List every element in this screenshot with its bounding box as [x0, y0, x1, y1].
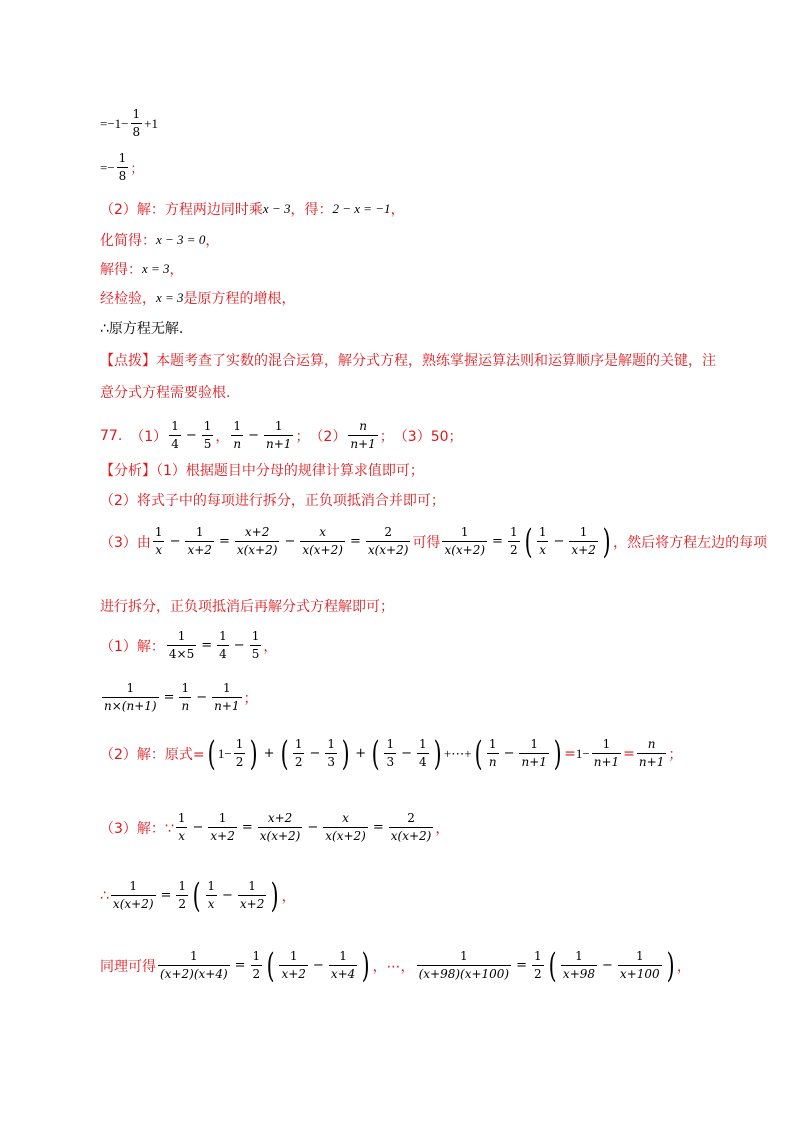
- fraction: $\frac{1}{4}$: [419, 737, 427, 769]
- similarly-line: 同理可得 $\frac{1}{(x+2)(x+4)}$ = $\frac{1}{2}$ ( $\frac{1}{x+2}$ − $\frac{1}{x+4}$ ) ，⋯， $\frac{1}{(x+98)(x+100)}$ = $\frac{1}{2}$ ( $\frac{1}{x+98}$ − $\frac{1}{x+100}$ ) ，: [100, 945, 691, 986]
- term: −1−: [107, 115, 129, 131]
- step-text: 是原方程的增根，: [183, 291, 296, 307]
- question-number: 77.: [100, 427, 123, 444]
- ellipsis: ，⋯，: [372, 958, 415, 975]
- fraction: $\frac{1}{2}$: [294, 737, 303, 769]
- punct: ；: [130, 161, 144, 176]
- tip-line-2: [100, 382, 230, 402]
- fraction: $\frac{n}{n+1}$: [638, 737, 665, 769]
- conclusion-text: ∴原方程无解.: [100, 321, 184, 337]
- part-label: （1）: [130, 428, 168, 445]
- fraction: $\frac{1}{2}$: [509, 525, 518, 557]
- fraction: $\frac{2}{x(x+2)}$: [367, 525, 409, 557]
- fraction: $\frac{1}{n}$: [488, 737, 497, 769]
- punct: ；: [379, 428, 394, 445]
- solution-part-3: （3）解：∵ $\frac{1}{x}$ − $\frac{1}{x+2}$ = $\frac{x+2}{x(x+2)}$ − $\frac{x}{x(x+2)}$ = $\frac{2}{x(x+2)}$ ，: [100, 811, 450, 843]
- tip-text: 【点拨】本题考查了实数的混合运算，解分式方程，熟练掌握运算法则和运算顺序是解题的关键，注: [100, 353, 716, 369]
- fraction: $\frac{1}{x(x+2)}$: [444, 525, 486, 557]
- solution-step-2: [100, 199, 405, 219]
- fraction: $\frac{1}{x+4}$: [330, 949, 356, 981]
- equals: =: [100, 115, 108, 131]
- fraction: $\frac{1}{5}$: [203, 419, 212, 451]
- solution-part-2: （2）解：原式= ( 1− $\frac{1}{2}$ ) + ( $\frac{1}{2}$ − $\frac{1}{3}$ ) + ( $\frac{1}{3}$ − $\frac{1}{4}$ ) +⋯+ ( $\frac{1}{n}$ − $\frac{1}{n+1}$ ) = 1− $\frac{1}{n+1}$ = $\frac{n}{n+1}$ ；: [100, 733, 683, 774]
- expr: x = 3: [156, 290, 184, 305]
- fraction: $\frac{1}{n+1}$: [266, 419, 292, 451]
- conclusion-line: [100, 318, 183, 338]
- fraction: $\frac{1}{2}$: [235, 737, 244, 769]
- fraction: $\frac{2}{x(x+2)}$: [390, 811, 432, 843]
- step-text: 解得：: [100, 262, 142, 278]
- punct: ；: [668, 746, 683, 763]
- fraction: $\frac{1}{n\times(n+1)}$: [104, 681, 157, 713]
- step-text: 化简得：: [100, 233, 156, 249]
- fraction: $\frac{1}{n+1}$: [214, 681, 240, 713]
- analysis-text: （3）由: [100, 534, 151, 551]
- solution-part-1b: $\frac{1}{n\times(n+1)}$ = $\frac{1}{n}$ − $\frac{1}{n+1}$ ；: [104, 681, 258, 713]
- punct: ，: [263, 638, 278, 655]
- step-text: （1）解：: [100, 638, 165, 655]
- fraction: $\frac{1}{n}$: [233, 419, 242, 451]
- fraction: $\frac{1}{x}$: [154, 525, 163, 557]
- fraction: $\frac{1}{x+2}$: [239, 879, 265, 911]
- fraction: $\frac{1}{x}$: [207, 879, 215, 911]
- fraction: $\frac{1}{2}$: [178, 879, 187, 911]
- analysis-text: （2）将式子中的每项进行拆分，正负项抵消合并即可；: [100, 493, 445, 509]
- step-text: 经检验，: [100, 291, 156, 307]
- answer-77: 77. （1） $\frac{1}{4}$ − $\frac{1}{5}$ ， $\frac{1}{n}$ − $\frac{1}{n+1}$ ； （2） $\frac{n}{n+1}$ ； （3）50；: [100, 419, 463, 451]
- fraction: $\frac{x+2}{x(x+2)}$: [236, 525, 278, 557]
- fraction: $\frac{1}{n}$: [181, 681, 190, 713]
- fraction: $\frac{1}{2}$: [252, 949, 261, 981]
- expr: x − 3: [262, 201, 291, 216]
- fraction: $\frac{1}{x(x+2)}$: [112, 879, 154, 911]
- analysis-line-2: [100, 490, 445, 510]
- fraction: $\frac{n}{n+1}$: [350, 419, 376, 451]
- fraction: $\frac{1}{(x+98)(x+100)}$: [418, 949, 510, 981]
- fraction: $\frac{1}{3}$: [386, 737, 395, 769]
- punct: ，: [205, 233, 220, 249]
- fraction: $\frac{1}{n+1}$: [521, 737, 547, 769]
- punct: ；: [243, 690, 258, 707]
- solution-therefore: ∴ $\frac{1}{x(x+2)}$ = $\frac{1}{2}$ ( $\frac{1}{x}$ − $\frac{1}{x+2}$ ) ，: [100, 875, 296, 916]
- fraction: $\frac{1}{3}$: [327, 737, 336, 769]
- analysis-text: ，然后将方程左边的每项: [613, 534, 768, 551]
- expr: 2 − x = −1: [332, 201, 391, 216]
- part-label: （3）50；: [393, 428, 463, 445]
- analysis-line-4: [100, 596, 394, 616]
- step-text: ，得：: [290, 202, 333, 218]
- term: +1: [144, 115, 158, 131]
- analysis-line-1: [100, 460, 424, 480]
- simplify-line: [100, 230, 219, 250]
- fraction: $\frac{1}{x+2}$: [571, 525, 596, 557]
- step-text: 同理可得: [100, 958, 156, 975]
- fraction: $\frac{1}{x+2}$: [281, 949, 306, 981]
- fraction: $\frac{1}{x+2}$: [187, 525, 212, 557]
- fraction: $\frac{1}{8}$: [132, 107, 141, 139]
- punct: ，: [281, 888, 296, 905]
- fraction: $\frac{1}{2}$: [534, 949, 542, 981]
- solve-line: [100, 259, 184, 279]
- punct: ，: [215, 428, 230, 445]
- analysis-line-3: （3）由 $\frac{1}{x}$ − $\frac{1}{x+2}$ = $\frac{x+2}{x(x+2)}$ − $\frac{x}{x(x+2)}$ = $\frac{2}{x(x+2)}$ 可得 $\frac{1}{x(x+2)}$ = $\frac{1}{2}$ ( $\frac{1}{x}$ − $\frac{1}{x+2}$ ) ，然后将方程左边的每项: [100, 521, 768, 562]
- punct: ，: [676, 958, 691, 975]
- fraction: $\frac{x+2}{x(x+2)}$: [259, 811, 301, 843]
- punct: ，: [435, 820, 450, 837]
- fraction: $\frac{1}{x+2}$: [210, 811, 235, 843]
- step-text: （2）解：方程两边同时乘: [100, 202, 263, 218]
- equation-line-1: [100, 106, 158, 141]
- fraction: $\frac{x}{x(x+2)}$: [325, 811, 366, 843]
- fraction: $\frac{1}{x}$: [177, 811, 186, 843]
- fraction: $\frac{1}{4}$: [219, 629, 227, 661]
- punct: ；: [295, 428, 310, 445]
- check-line: [100, 288, 296, 308]
- expr: x − 3 = 0: [156, 232, 206, 247]
- fraction: $\frac{1}{x+98}$: [562, 949, 596, 981]
- fraction: $\frac{1}{x}$: [538, 525, 547, 557]
- analysis-text: 【分析】（1）根据题目中分母的规律计算求值即可；: [100, 463, 424, 479]
- analysis-text: 可得: [412, 534, 441, 551]
- step-text: （3）解：∵: [100, 820, 174, 837]
- tip-line: [100, 350, 716, 370]
- part-label: （2）: [309, 428, 347, 445]
- fraction: $\frac{1}{4\times 5}$: [168, 629, 195, 661]
- step-text: （2）解：原式=: [100, 746, 205, 763]
- punct: ，: [390, 202, 405, 218]
- fraction: $\frac{x}{x(x+2)}$: [302, 525, 343, 557]
- fraction: $\frac{1}{8}$: [118, 151, 127, 183]
- fraction: $\frac{1}{(x+2)(x+4)}$: [160, 949, 228, 981]
- fraction: $\frac{1}{4}$: [171, 419, 179, 451]
- solution-part-1: （1）解： $\frac{1}{4\times 5}$ = $\frac{1}{4}$ − $\frac{1}{5}$ ，: [100, 629, 278, 661]
- expr: x = 3: [142, 261, 170, 276]
- therefore-symbol: ∴: [100, 887, 109, 904]
- tip-text: 意分式方程需要验根.: [100, 385, 231, 401]
- equals: =−: [100, 159, 115, 175]
- punct: ，: [169, 262, 184, 278]
- fraction: $\frac{1}{n+1}$: [593, 737, 620, 769]
- analysis-text: 进行拆分，正负项抵消后再解分式方程解即可；: [100, 599, 394, 615]
- fraction: $\frac{1}{5}$: [251, 629, 260, 661]
- fraction: $\frac{1}{x+100}$: [619, 949, 660, 981]
- equation-line-2: [100, 150, 143, 185]
